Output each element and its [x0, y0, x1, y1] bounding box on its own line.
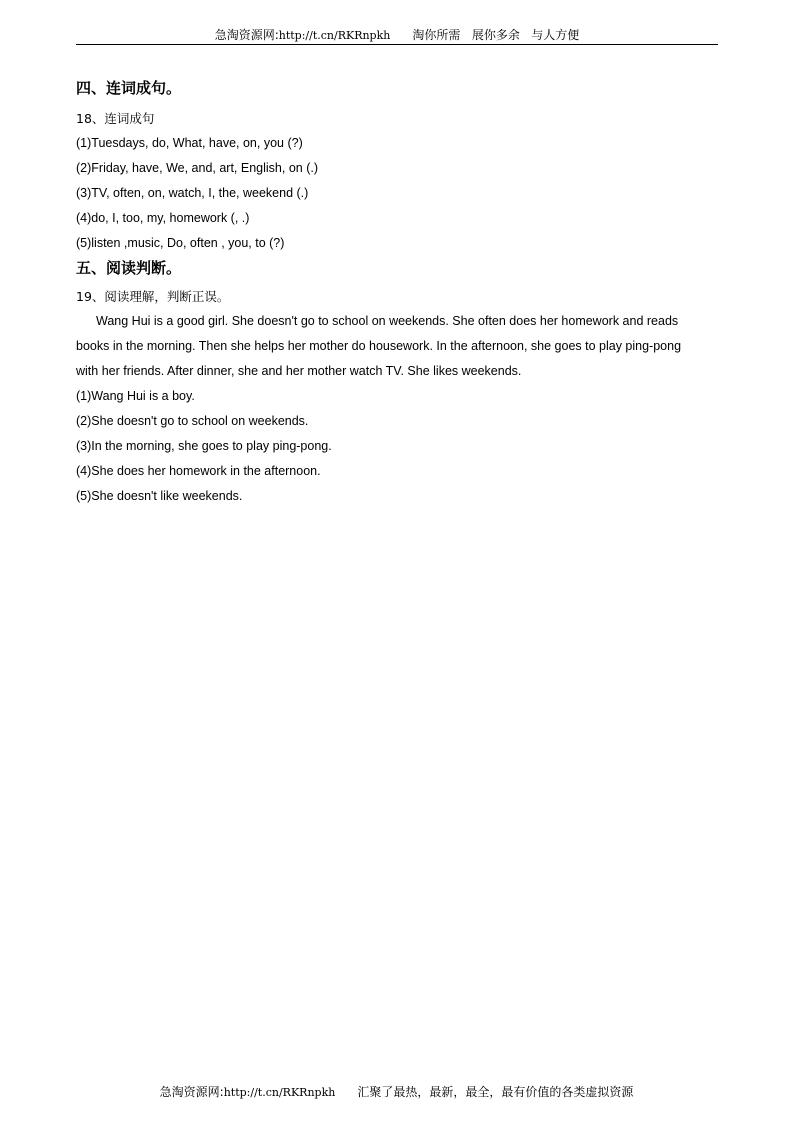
section-4-title: 四、连词成句。 — [76, 79, 182, 97]
question-18-label: 18、连词成句 — [76, 111, 155, 126]
page-footer — [0, 1083, 793, 1102]
question-18-item-5: (5)listen ,music, Do, often , you, to (?) — [76, 236, 285, 250]
question-18-item-2: (2)Friday, have, We, and, art, English, on (.) — [76, 161, 318, 175]
footer-site-name: 急淘资源网: — [159, 1085, 224, 1099]
question-18-item-1: (1)Tuesdays, do, What, have, on, you (?) — [76, 136, 303, 150]
question-19-item-1: (1)Wang Hui is a boy. — [76, 389, 195, 403]
question-19-item-2: (2)She doesn't go to school on weekends. — [76, 414, 309, 428]
question-19-label: 19、阅读理解，判断正误。 — [76, 289, 230, 304]
footer-slogan: 汇聚了最热，最新，最全，最有价值的各类虚拟资源 — [357, 1085, 634, 1099]
page-header — [76, 26, 718, 45]
question-19-item-3: (3)In the morning, she goes to play ping-pong. — [76, 439, 332, 453]
header-url-link[interactable]: http://t.cn/RKRnpkh — [278, 29, 391, 42]
header-slogan-1: 淘你所需 — [412, 28, 461, 42]
header-slogan-2: 展你多余 — [471, 28, 520, 42]
question-18-item-3: (3)TV, often, on, watch, I, the, weekend (.) — [76, 186, 309, 200]
question-18-item-4: (4)do, I, too, my, homework (, .) — [76, 211, 250, 225]
header-slogan-3: 与人方便 — [531, 28, 580, 42]
question-19-item-5: (5)She doesn't like weekends. — [76, 489, 243, 503]
header-site-name: 急淘资源网: — [214, 28, 279, 42]
footer-url-link[interactable]: http://t.cn/RKRnpkh — [223, 1086, 336, 1099]
section-5-title: 五、阅读判断。 — [76, 259, 182, 277]
question-19-item-4: (4)She does her homework in the afternoon. — [76, 464, 321, 478]
document-body — [76, 74, 718, 509]
reading-passage: Wang Hui is a good girl. She doesn't go to school on weekends. She often does her homework and reads books in the morning. Then she helps her mother do housework. In the afternoon, she goes to play ping-pong with her friends. After dinner, she and her mother watch TV. She likes weekends. — [76, 314, 682, 378]
